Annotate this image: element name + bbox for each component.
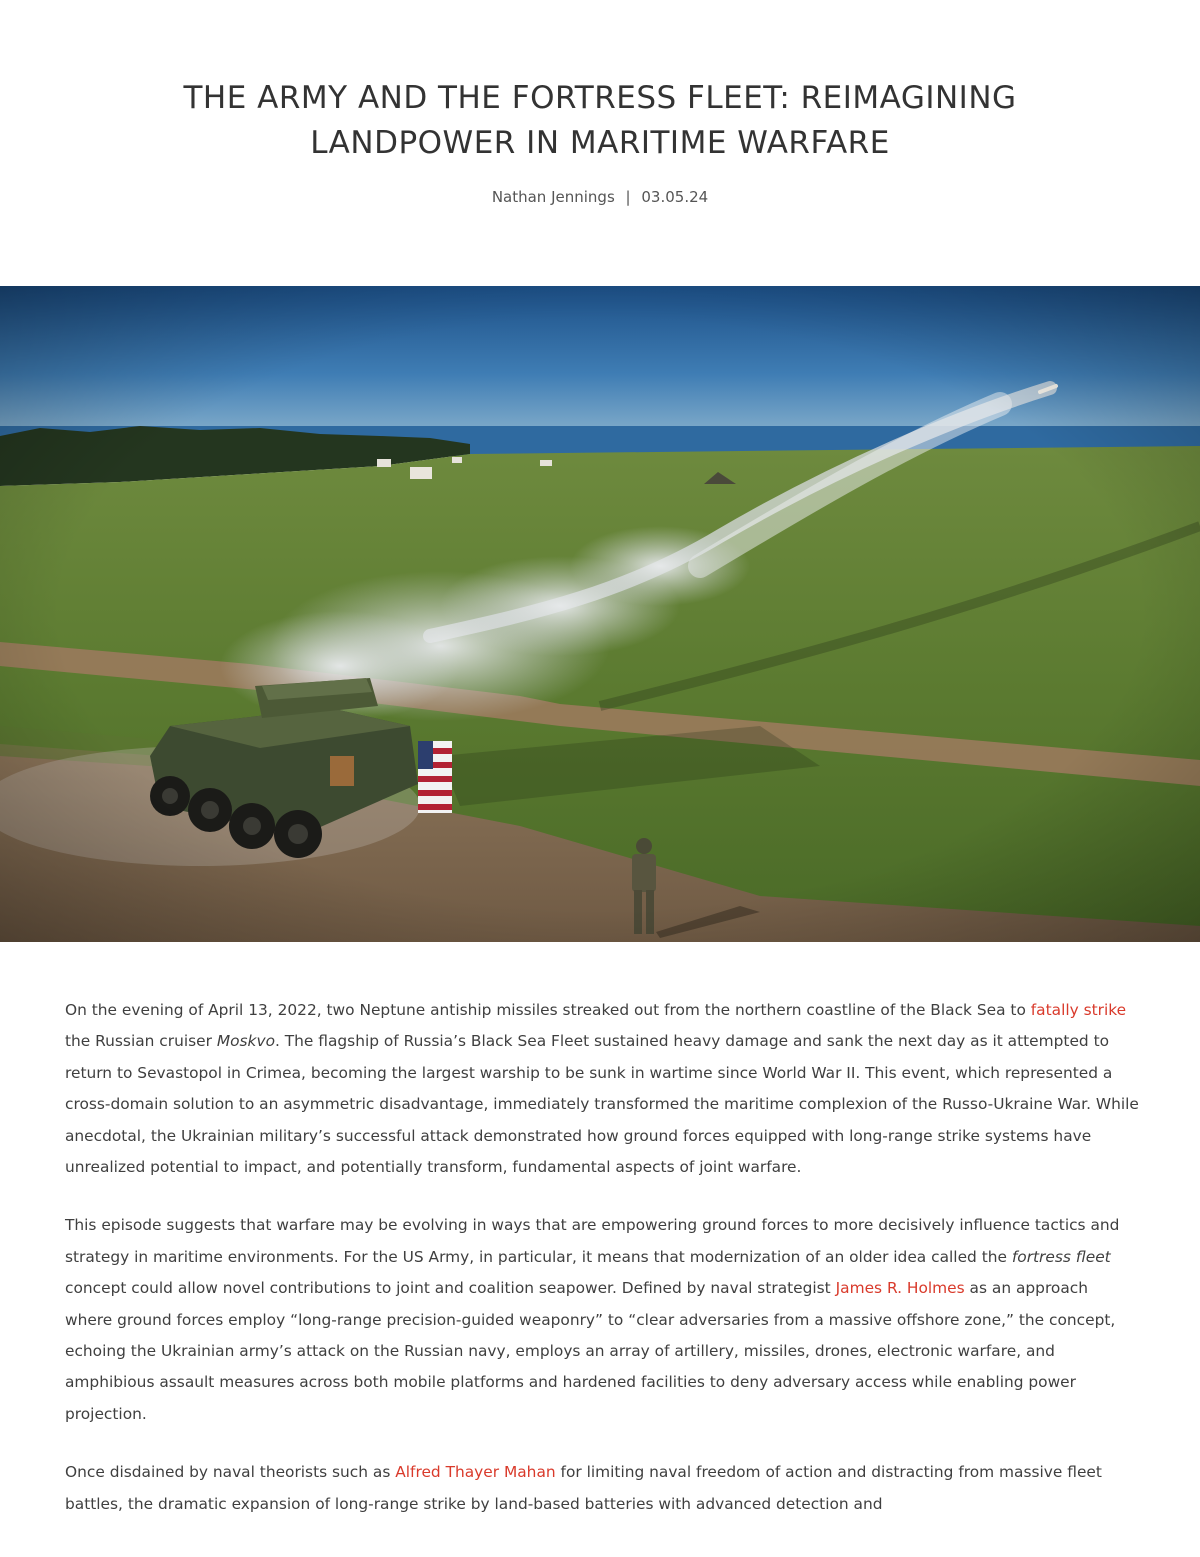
- ship-name: Moskvo: [216, 1032, 275, 1051]
- link-james-holmes[interactable]: James R. Holmes: [835, 1279, 965, 1298]
- paragraph-3: Once disdained by naval theorists such as Alfred Thayer Mahan for limiting naval freedom of action and distracting from massive fleet battles, the dramatic expansion of long-range strike by land-based batteries with advanced detection and: [65, 1463, 1102, 1513]
- byline: [0, 188, 1200, 206]
- paragraph-2: This episode suggests that warfare may be evolving in ways that are empowering ground forces to more decisively influence tactics and strategy in maritime environments. For the US Army, in particular, it means that modernization of an older idea called the fortress fleet concept could allow novel contributions to joint and coalition seapower. Defined by naval strategist James R. Holmes as an approach where ground forces employ “long-range precision-guided weaponry” to “clear adversaries from a massive offshore zone,” the concept, echoing the Ukrainian army’s attack on the Russian navy, employs an array of artillery, missiles, drones, electronic warfare, and amphibious assault measures across both mobile platforms and hardened facilities to deny adversary access while enabling power projection.: [65, 1216, 1120, 1423]
- link-alfred-mahan[interactable]: Alfred Thayer Mahan: [395, 1463, 556, 1482]
- link-fatally-strike[interactable]: fatally strike: [1030, 1001, 1127, 1019]
- publish-date: 03.05.24: [641, 188, 709, 206]
- paragraph-1: On the evening of April 13, 2022, two Neptune antiship missiles streaked out from the northern coastline of the Black Sea to fatally strike the Russian cruiser Moskvo. The flagship of Russia’s Black Sea Fleet sustained heavy damage and sank the next day as it attempted to return to Sevastopol in Crimea, becoming the largest warship to be sunk in wartime since World War II. This event, which represented a cross-domain solution to an asymmetric disadvantage, immediately transformed the maritime complexion of the Russo-Ukraine War. While anecdotal, the Ukrainian military’s successful attack demonstrated how ground forces equipped with long-range strike systems have unrealized potential to impact, and potentially transform, fundamental aspects of joint warfare.: [65, 1001, 1139, 1177]
- concept-name: fortress fleet: [1011, 1247, 1111, 1266]
- article-title: THE ARMY AND THE FORTRESS FLEET: REIMAGINING LANDPOWER IN MARITIME WARFARE: [183, 80, 1017, 161]
- article-header: [0, 76, 1200, 206]
- article-body: [65, 995, 1140, 1547]
- author-name[interactable]: Nathan Jennings: [491, 188, 615, 206]
- byline-separator: |: [625, 188, 631, 206]
- hero-image: [0, 286, 1200, 942]
